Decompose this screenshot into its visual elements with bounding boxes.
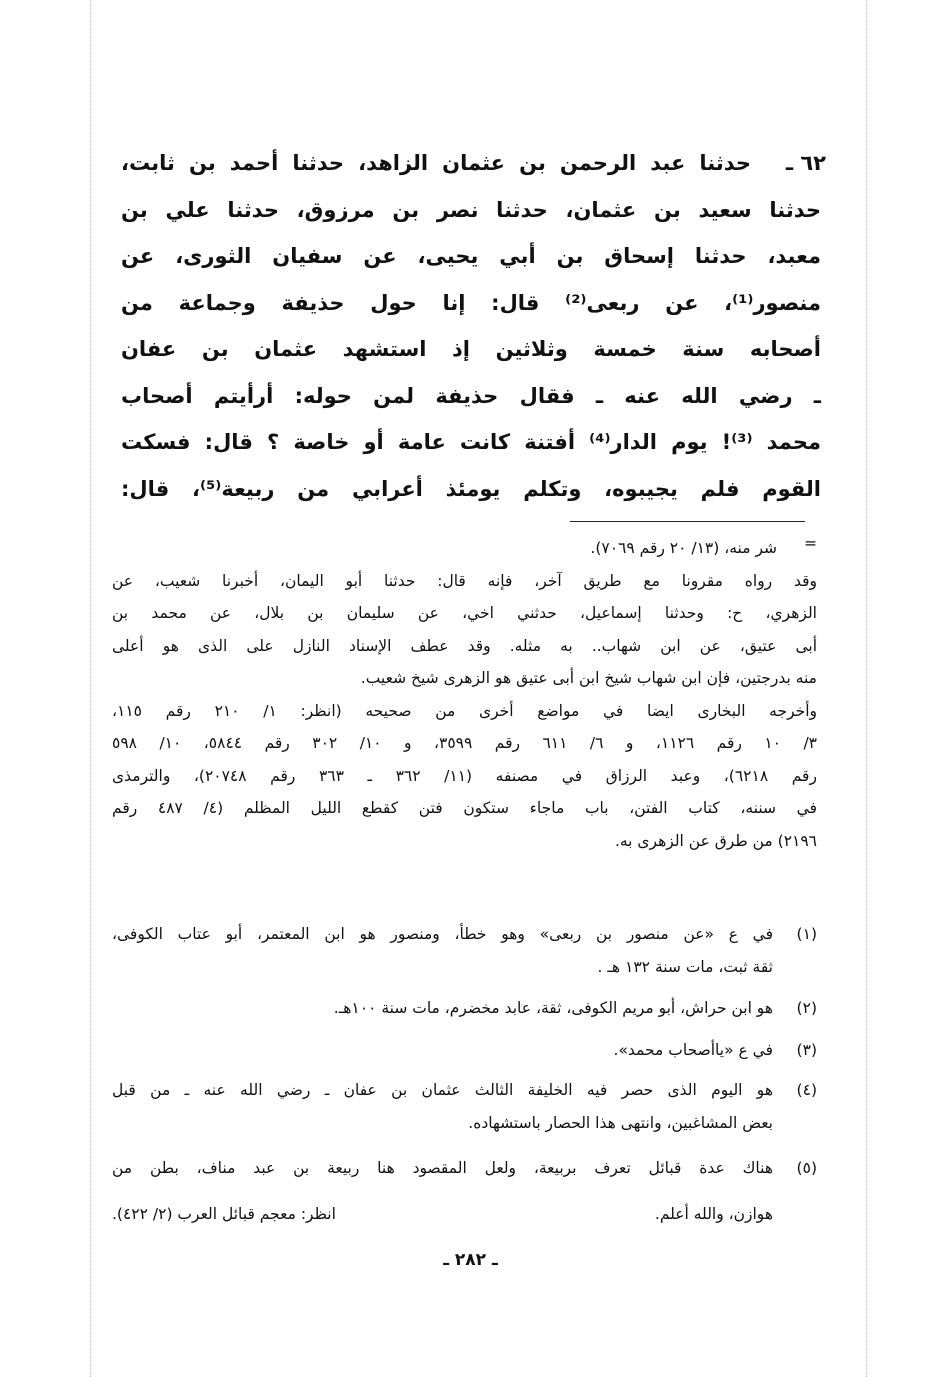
footnote-number: (١) <box>796 925 817 943</box>
left-margin-guide <box>90 0 91 1377</box>
page-number: ـ ٢٨٢ ـ <box>443 1250 498 1270</box>
footnote-line: هو ابن حراش، أبو مريم الكوفى، ثقة، عابد مخضرم، مات سنة ١٠٠هـ. <box>333 999 773 1017</box>
footnote-line: هوازن، والله أعلم. <box>654 1205 773 1223</box>
footnote-line: شر منه، (١٣/ ٢٠ رقم ٧٠٦٩). <box>590 539 777 557</box>
footnote-reference: انظر: معجم قبائل العرب (٢/ ٤٢٢). <box>112 1205 336 1223</box>
hadith-text <box>121 140 821 512</box>
footnote-line: ٢١٩٦) من طرق عن الزهرى به. <box>614 831 817 850</box>
footnote-line: وقد رواه مقرونا مع طريق آخر، فإنه قال: حدثنا أبو اليمان، أخبرنا شعيب، عن <box>112 571 817 590</box>
footnote-3 <box>112 1034 817 1067</box>
hadith-line: معبد، حدثنا إسحاق بن أبي يحيى، عن سفيان الثورى، عن <box>121 244 821 268</box>
hadith-line: حدثنا سعيد بن عثمان، حدثنا نصر بن مرزوق، حدثنا علي بن <box>121 197 821 222</box>
continuation-mark: = <box>804 534 817 552</box>
hadith-line: ـ رضي الله عنه ـ فقال حذيفة لمن حوله: أرأيتم أصحاب <box>121 383 821 408</box>
footnote-line: منه بدرجتين، فإن ابن شهاب شيخ ابن أبى عتيق هو الزهرى شيخ شعيب. <box>360 669 817 687</box>
footnote-2 <box>112 992 817 1025</box>
continued-footnote <box>112 532 817 857</box>
footnote-line: هو اليوم الذى حصر فيه الخليفة الثالث عثمان بن عفان ـ رضي الله عنه ـ من قبل <box>112 1081 773 1099</box>
footnote-line: بعض المشاغبين، وانتهى هذا الحصار باستشهاده. <box>468 1113 773 1132</box>
footnote-line: هناك عدة قبائل تعرف بربيعة، ولعل المقصود هنا ربيعة بن عبد مناف، بطن من <box>112 1159 773 1177</box>
hadith-line: أصحابه سنة خمسة وثلاثين إذ استشهد عثمان بن عفان <box>121 337 821 361</box>
hadith-line: القوم فلم يجيبوه، وتكلم يومئذ أعرابي من ربيعة⁽⁵⁾، قال: <box>121 476 821 501</box>
footnote-4 <box>112 1074 817 1139</box>
footnote-number: (٤) <box>796 1081 817 1099</box>
hadith-number: ٦٢ ـ <box>785 151 826 175</box>
footnote-number: (٣) <box>796 1041 817 1059</box>
footnote-line: في سننه، كتاب الفتن، باب ماجاء ستكون فتن كقطع الليل المظلم (٤/ ٤٨٧ رقم <box>112 799 817 817</box>
footnote-1 <box>112 918 817 983</box>
footnote-5 <box>112 1152 817 1185</box>
hadith-line: حدثنا عبد الرحمن بن عثمان الزاهد، حدثنا أحمد بن ثابت، <box>121 151 751 175</box>
footnote-number: (٥) <box>796 1159 817 1177</box>
footnote-separator <box>570 521 805 522</box>
footnote-number: (٢) <box>796 999 817 1017</box>
footnote-line: ٣/ ١٠ رقم ١١٢٦، و ٦/ ٦١١ رقم ٣٥٩٩، و ١٠/ ٣٠٢ رقم ٥٨٤٤، ١٠/ ٥٩٨ <box>112 734 817 752</box>
hadith-line: محمد ⁽³⁾! يوم الدار⁽⁴⁾ أفتنة كانت عامة أو خاصة ؟ قال: فسكت <box>121 430 821 454</box>
footnote-line: رقم ٦٢١٨)، وعبد الرزاق في مصنفه (١١/ ٣٦٢ ـ ٣٦٣ رقم ٢٠٧٤٨)، والترمذى <box>112 766 817 785</box>
footnote-line: في ع «ياأصحاب محمد». <box>613 1041 773 1059</box>
footnote-line: ثقة ثبت، مات سنة ١٣٢ هـ . <box>597 957 773 976</box>
right-margin-guide <box>866 0 867 1377</box>
footnote-line: أبى عتيق، عن ابن شهاب.. به مثله. وقد عطف الإسناد النازل على الذى هو أعلى <box>112 636 817 655</box>
hadith-line: منصور⁽¹⁾، عن ربعى⁽²⁾ قال: إنا حول حذيفة وجماعة من <box>121 290 821 315</box>
footnote-line: الزهري، ح: وحدثنا إسماعيل، حدثني اخي، عن سليمان بن بلال، عن محمد بن <box>112 604 817 622</box>
footnote-line: وأخرجه البخارى ايضا في مواضع أخرى من صحيحه (انظر: ١/ ٢١٠ رقم ١١٥، <box>112 701 818 720</box>
footnote-line: في ع «عن منصور بن ربعى» وهو خطأ، ومنصور هو ابن المعتمر، أبو عتاب الكوفى، <box>112 925 773 943</box>
